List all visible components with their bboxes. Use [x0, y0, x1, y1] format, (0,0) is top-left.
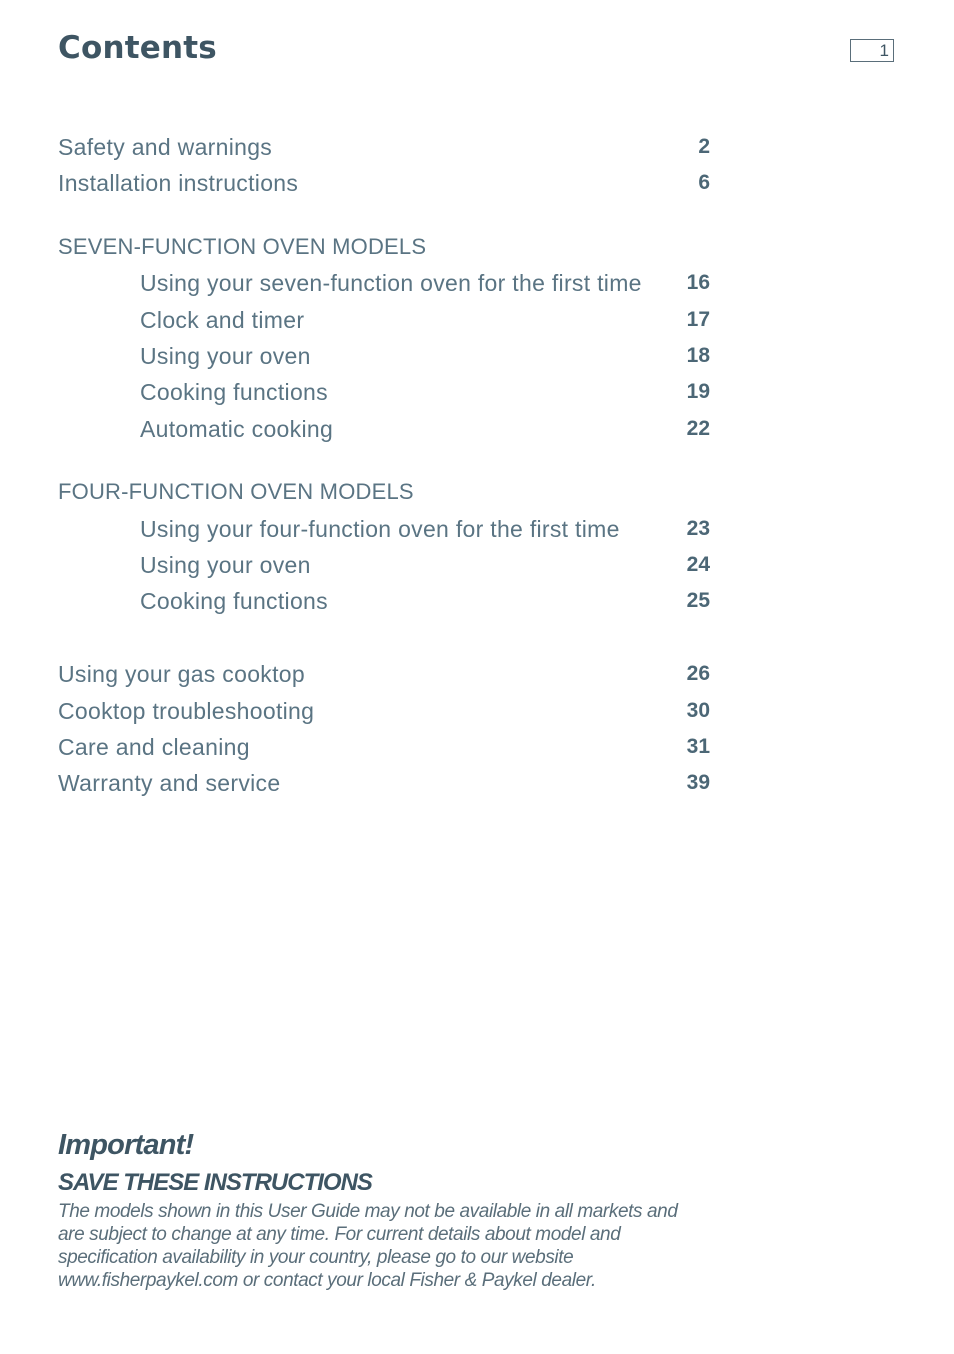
- page-number: 1: [850, 39, 894, 62]
- important-notice: [58, 1126, 698, 1292]
- toc-entry-four-first-time[interactable]: [140, 514, 710, 544]
- toc-entry-gas-cooktop[interactable]: [58, 659, 710, 689]
- page-title: Contents: [58, 30, 217, 66]
- toc-entry-page: 17: [686, 308, 710, 331]
- toc-entry-care-cleaning[interactable]: [58, 732, 710, 762]
- toc-entry-warranty-service[interactable]: [58, 768, 710, 798]
- toc-entry-page: 25: [686, 589, 710, 612]
- toc-entry-label: Using your oven: [140, 552, 311, 578]
- toc-entry-label: Using your gas cooktop: [58, 661, 305, 687]
- toc-entry-safety[interactable]: [58, 132, 710, 162]
- section-heading-four-function: FOUR-FUNCTION OVEN MODELS: [58, 479, 414, 504]
- toc-entry-label: Safety and warnings: [58, 134, 273, 160]
- toc-entry-page: 31: [686, 735, 710, 758]
- important-heading: Important!: [58, 1129, 194, 1161]
- section-heading-seven-function: SEVEN-FUNCTION OVEN MODELS: [58, 234, 427, 259]
- toc-entry-page: 16: [686, 271, 710, 294]
- toc-entry-page: 6: [698, 171, 710, 194]
- toc-entry-label: Cooking functions: [140, 588, 328, 614]
- toc-entry-page: 18: [686, 344, 710, 367]
- toc-entry-page: 22: [686, 417, 710, 440]
- toc-entry-seven-cooking-functions[interactable]: [140, 377, 710, 407]
- toc-entry-seven-first-time[interactable]: [140, 268, 710, 298]
- toc-entry-label: Automatic cooking: [140, 416, 334, 442]
- toc-entry-page: 23: [686, 517, 710, 540]
- toc-entry-cooktop-troubleshooting[interactable]: [58, 696, 710, 726]
- toc-entry-label: Warranty and service: [58, 770, 281, 796]
- toc-entry-seven-using-oven[interactable]: [140, 341, 710, 371]
- toc-entry-label: Care and cleaning: [58, 734, 250, 760]
- toc-entry-label: Cooking functions: [140, 379, 328, 405]
- toc-entry-page: 24: [686, 553, 710, 576]
- toc-entry-label: Using your oven: [140, 343, 311, 369]
- toc-entry-page: 19: [686, 380, 710, 403]
- toc-entry-four-using-oven[interactable]: [140, 550, 710, 580]
- toc-entry-page: 2: [698, 135, 710, 158]
- toc-entry-page: 39: [686, 771, 710, 794]
- toc-entry-page: 26: [686, 662, 710, 685]
- toc-entry-label: Using your four-function oven for the first time: [140, 516, 620, 542]
- toc-entry-four-cooking-functions[interactable]: [140, 586, 710, 616]
- toc-entry-automatic-cooking[interactable]: [140, 414, 710, 444]
- save-instructions-heading: SAVE THESE INSTRUCTIONS: [58, 1169, 372, 1196]
- toc-entry-page: 30: [686, 699, 710, 722]
- toc-entry-label: Installation instructions: [58, 170, 299, 196]
- toc-entry-installation[interactable]: [58, 168, 710, 198]
- notice-text: The models shown in this User Guide may not be available in all markets and are subject to change at any time. For current details about model and specification availability in your country, please go to our website www.fisherpaykel.com or contact your local Fisher & Paykel dealer.: [58, 1201, 678, 1291]
- toc-entry-label: Clock and timer: [140, 307, 305, 333]
- toc-entry-label: Cooktop troubleshooting: [58, 698, 315, 724]
- toc-entry-clock-timer[interactable]: [140, 305, 710, 335]
- toc-entry-label: Using your seven-function oven for the first time: [140, 270, 642, 296]
